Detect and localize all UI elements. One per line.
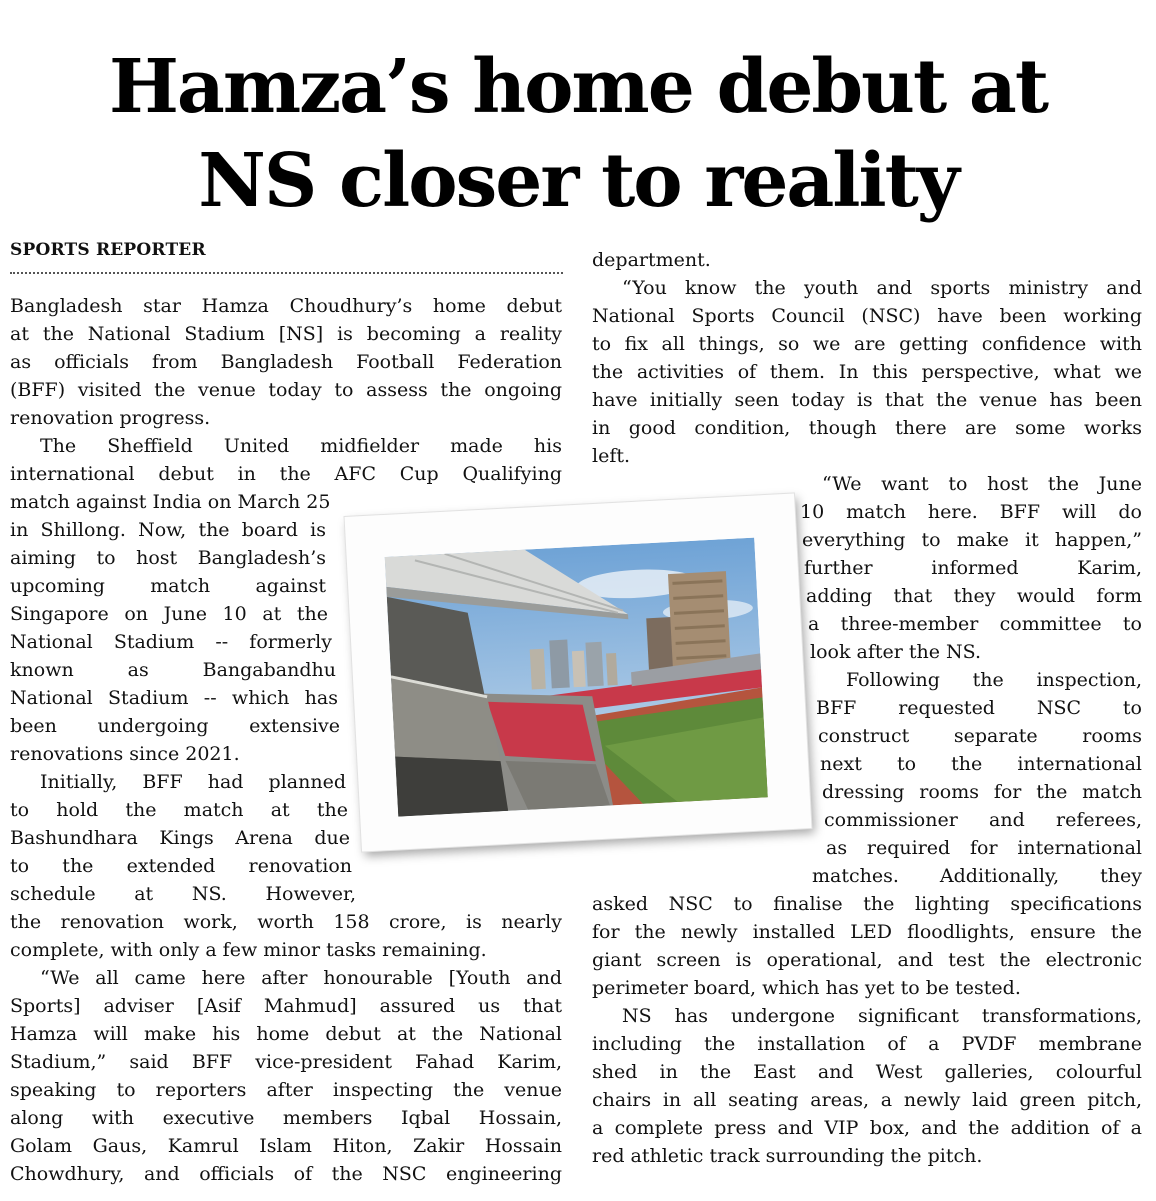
body-text-line: Stadium,” said BFF vice-president Fahad Karim, [10, 1051, 562, 1073]
byline: SPORTS REPORTER [10, 240, 206, 260]
body-text-line: international debut in the AFC Cup Qualifying [10, 463, 562, 485]
body-text-line: renovations since 2021. [10, 743, 240, 765]
body-text-line: left. [592, 445, 631, 467]
body-text-line: National Stadium -- which has [10, 687, 338, 709]
body-text-line: commissioner and referees, [824, 809, 1142, 831]
body-text-line: Sports] adviser [Asif Mahmud] assured us that [10, 995, 562, 1017]
body-text-line: for the newly installed LED floodlights, ensure the [592, 921, 1142, 943]
body-text-line: in good condition, though there are some works [592, 417, 1142, 439]
body-text-line: to fix all things, so we are getting confidence with [592, 333, 1142, 355]
body-text-line: perimeter board, which has yet to be tested. [592, 977, 1021, 999]
stadium-photo [345, 493, 812, 851]
body-text-line: at the National Stadium [NS] is becoming a reality [10, 323, 562, 345]
body-text-line: Chowdhury, and officials of the NSC engineering [10, 1163, 562, 1185]
body-text-line: “We want to host the June [822, 473, 1142, 495]
body-text-line: asked NSC to finalise the lighting specifications [592, 893, 1142, 915]
body-text-line: a three-member committee to [808, 613, 1142, 635]
body-text-line: Bangladesh star Hamza Choudhury’s home debut [10, 295, 562, 317]
body-text-line: been undergoing extensive [10, 715, 340, 737]
body-text-line: “We all came here after honourable [Youth and [40, 967, 562, 989]
body-text-line: Bashundhara Kings Arena due [10, 827, 350, 849]
body-text-line: NS has undergone significant transformations, [622, 1005, 1142, 1027]
body-text-line: Initially, BFF had planned [40, 771, 346, 793]
body-text-line: a complete press and VIP box, and the addition of a [592, 1117, 1142, 1139]
stadium-photo-image [385, 538, 768, 817]
body-text-line: have initially seen today is that the venue has been [592, 389, 1142, 411]
body-text-line: in Shillong. Now, the board is [10, 519, 326, 541]
headline-line-1: Hamza’s home debut at [108, 44, 1048, 130]
body-text-line: Golam Gaus, Kamrul Islam Hiton, Zakir Hossain [10, 1135, 562, 1157]
body-text-line: speaking to reporters after inspecting the venue [10, 1079, 562, 1101]
headline-line-2: NS closer to reality [198, 138, 958, 224]
body-text-line: “You know the youth and sports ministry and [622, 277, 1142, 299]
body-text-line: Singapore on June 10 at the [10, 603, 328, 625]
body-text-line: red athletic track surrounding the pitch. [592, 1145, 983, 1167]
body-text-line: chairs in all seating areas, a newly laid green pitch, [592, 1089, 1142, 1111]
body-text-line: dressing rooms for the match [822, 781, 1142, 803]
body-text-line: as officials from Bangladesh Football Federation [10, 351, 562, 373]
body-text-line: the activities of them. In this perspective, what we [592, 361, 1142, 383]
body-text-line: renovation progress. [10, 407, 211, 429]
body-text-line: 10 match here. BFF will do [800, 501, 1142, 523]
body-text-line: department. [592, 249, 711, 271]
body-text-line: including the installation of a PVDF membrane [592, 1033, 1142, 1055]
body-text-line: construct separate rooms [818, 725, 1142, 747]
body-text-line: The Sheffield United midfielder made his [40, 435, 562, 457]
body-text-line: along with executive members Iqbal Hossain, [10, 1107, 562, 1129]
body-text-line: shed in the East and West galleries, colourful [592, 1061, 1142, 1083]
body-text-line: as required for international [826, 837, 1142, 859]
body-text-line: to the extended renovation [10, 855, 352, 877]
body-text-line: to hold the match at the [10, 799, 348, 821]
body-text-line: National Sports Council (NSC) have been working [592, 305, 1142, 327]
body-text-line: aiming to host Bangladesh’s [10, 547, 326, 569]
body-text-line: Following the inspection, [846, 669, 1142, 691]
body-text-line: schedule at NS. However, [10, 883, 356, 905]
body-text-line: the renovation work, worth 158 crore, is nearly [10, 911, 562, 933]
body-text-line: further informed Karim, [804, 557, 1142, 579]
body-text-line: known as Bangabandhu [10, 659, 336, 681]
body-text-line: matches. Additionally, they [812, 865, 1142, 887]
body-text-line: National Stadium -- formerly [10, 631, 332, 653]
body-text-line: upcoming match against [10, 575, 326, 597]
body-text-line: adding that they would form [806, 585, 1142, 607]
body-text-line: BFF requested NSC to [816, 697, 1142, 719]
body-text-line: everything to make it happen,” [802, 529, 1142, 551]
body-text-line: Hamza will make his home debut at the National [10, 1023, 562, 1045]
body-text-line: giant screen is operational, and test the electronic [592, 949, 1142, 971]
body-text-line: look after the NS. [810, 641, 982, 663]
headline [0, 40, 1156, 228]
body-text-line: match against India on March 25 [10, 491, 331, 513]
body-text-line: next to the international [820, 753, 1142, 775]
body-text-line: complete, with only a few minor tasks remaining. [10, 939, 487, 961]
body-text-line: (BFF) visited the venue today to assess the ongoing [10, 379, 562, 401]
byline-divider [10, 272, 563, 274]
